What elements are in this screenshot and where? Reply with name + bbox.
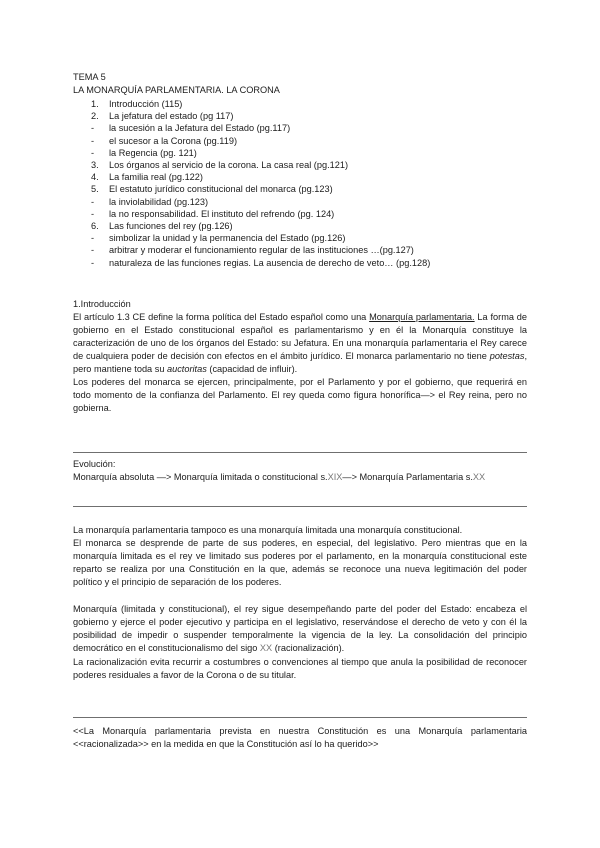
toc-item-text: Introducción (115) xyxy=(109,99,183,109)
intro-paragraph-1: El artículo 1.3 CE define la forma política del Estado español como una Monarquía parlamentaria. La forma de gobierno en el Estado constitucional español es parlamentarismo y en él la Monarquía constituye la caracterización de uno de los órganos del Estado: su Jefatura. En una monarquía parlamentaria el Rey carece de cualquiera poder de decisión con efectos en el ámbito jurídico. El monarca parlamentario no tiene potestas, pero mantiene toda su auctoritas (capacidad de influir). xyxy=(73,312,527,374)
toc-item-marker: - xyxy=(91,135,95,146)
toc-item xyxy=(73,257,527,269)
monarquia-parlamentaria-link: Monarquía parlamentaria. xyxy=(369,312,475,322)
table-of-contents xyxy=(73,98,527,269)
toc-item-text: El estatuto jurídico constitucional del monarca (pg.123) xyxy=(109,184,333,195)
toc-item xyxy=(73,135,527,147)
toc-item-text: la no responsabilidad. El instituto del refrendo (pg. 124) xyxy=(109,208,335,219)
toc-item-marker: 6. xyxy=(91,221,99,232)
body-paragraph-3: Monarquía (limitada y constitucional), el rey sigue desempeñando parte del poder del Estado: encabeza el gobierno y ejerce el poder ejecutivo y participa en el legislativo, reservándose el derecho de veto y con él la posibilidad de impedir o suspender temporalmente la vigencia de la ley. La consolidación del principio democrático en el constitucionalismo del sigo XX (racionalización). xyxy=(73,604,527,653)
toc-item xyxy=(73,159,527,171)
toc-item-marker: 4. xyxy=(91,172,99,183)
toc-item-text: la Regencia (pg. 121) xyxy=(109,147,197,158)
divider xyxy=(73,506,527,507)
toc-item-text: simbolizar la unidad y la permanencia del Estado (pg.126) xyxy=(109,233,346,244)
divider xyxy=(73,452,527,453)
toc-item-text: La familia real (pg.122) xyxy=(109,172,203,183)
toc-item xyxy=(73,122,527,134)
evolution-heading: Evolución: xyxy=(73,459,116,469)
document-title: LA MONARQUÍA PARLAMENTARIA. LA CORONA xyxy=(73,85,280,95)
toc-item-marker: - xyxy=(91,123,95,134)
toc-item-text: Las funciones del rey (pg.126) xyxy=(109,221,233,232)
toc-item xyxy=(73,147,527,159)
toc-item-marker: - xyxy=(91,147,95,158)
topic-label: TEMA 5 xyxy=(73,72,106,82)
intro-paragraph-2: Los poderes del monarca se ejercen, principalmente, por el Parlamento y por el gobierno, que requerirá en todo momento de la confianza del Parlamento. El rey queda como figura honorífica—> el Rey reina, pero no gobierna. xyxy=(73,377,527,413)
toc-item-text: el sucesor a la Corona (pg.119) xyxy=(109,135,238,146)
toc-item-text: Los órganos al servicio de la corona. La casa real (pg.121) xyxy=(109,160,349,171)
toc-item xyxy=(73,183,527,195)
toc-item-text: la sucesión a la Jefatura del Estado (pg.117) xyxy=(109,123,291,134)
toc-item-text: naturaleza de las funciones regias. La ausencia de derecho de veto… (pg.128) xyxy=(109,257,431,268)
toc-item xyxy=(73,196,527,208)
toc-item xyxy=(73,110,527,122)
toc-item-text: la inviolabilidad (pg.123) xyxy=(109,196,209,207)
toc-item xyxy=(73,98,527,110)
toc-item xyxy=(73,244,527,256)
toc-item xyxy=(73,220,527,232)
divider xyxy=(73,717,527,718)
toc-item xyxy=(73,208,527,220)
constitution-quote: <<La Monarquía parlamentaria prevista en nuestra Constitución es una Monarquía parlamentaria <<racionalizada>> en la medida en que la Constitución así lo ha querido>> xyxy=(73,726,527,749)
toc-item-marker: 1. xyxy=(91,99,99,109)
toc-item-marker: 2. xyxy=(91,111,99,122)
toc-item xyxy=(73,232,527,244)
evolution-line: Monarquía absoluta —> Monarquía limitada o constitucional s.XIX—> Monarquía Parlamentaria s.XX xyxy=(73,472,486,482)
toc-item-marker: - xyxy=(91,233,95,244)
toc-item-text: La jefatura del estado (pg 117) xyxy=(109,111,234,122)
body-paragraph-4: La racionalización evita recurrir a costumbres o convenciones al tiempo que anula la posibilidad de reconocer poderes residuales a favor de la Corona o de su titular. xyxy=(73,657,527,680)
toc-item-marker: 5. xyxy=(91,184,99,195)
toc-item xyxy=(73,171,527,183)
toc-item-text: arbitrar y moderar el funcionamiento regular de las instituciones …(pg.127) xyxy=(109,245,414,256)
toc-item-marker: 3. xyxy=(91,160,99,171)
toc-item-marker: - xyxy=(91,245,95,256)
toc-item-marker: - xyxy=(91,257,95,268)
toc-item-marker: - xyxy=(91,196,95,207)
intro-heading: 1.Introducción xyxy=(73,299,131,309)
body-paragraph-1: La monarquía parlamentaria tampoco es una monarquía limitada una monarquía constitucional. xyxy=(73,525,463,535)
toc-item-marker: - xyxy=(91,208,95,219)
body-paragraph-2: El monarca se desprende de parte de sus poderes, en especial, del legislativo. Pero mientras que en la monarquía limitada es el rey ve limitado sus poderes por el parlamento, en la monarquía constitucional este reparto se realiza por una Constitución en la que, además se reconoce una nueva legitimación del poder político y el principio de separación de los poderes. xyxy=(73,538,527,587)
